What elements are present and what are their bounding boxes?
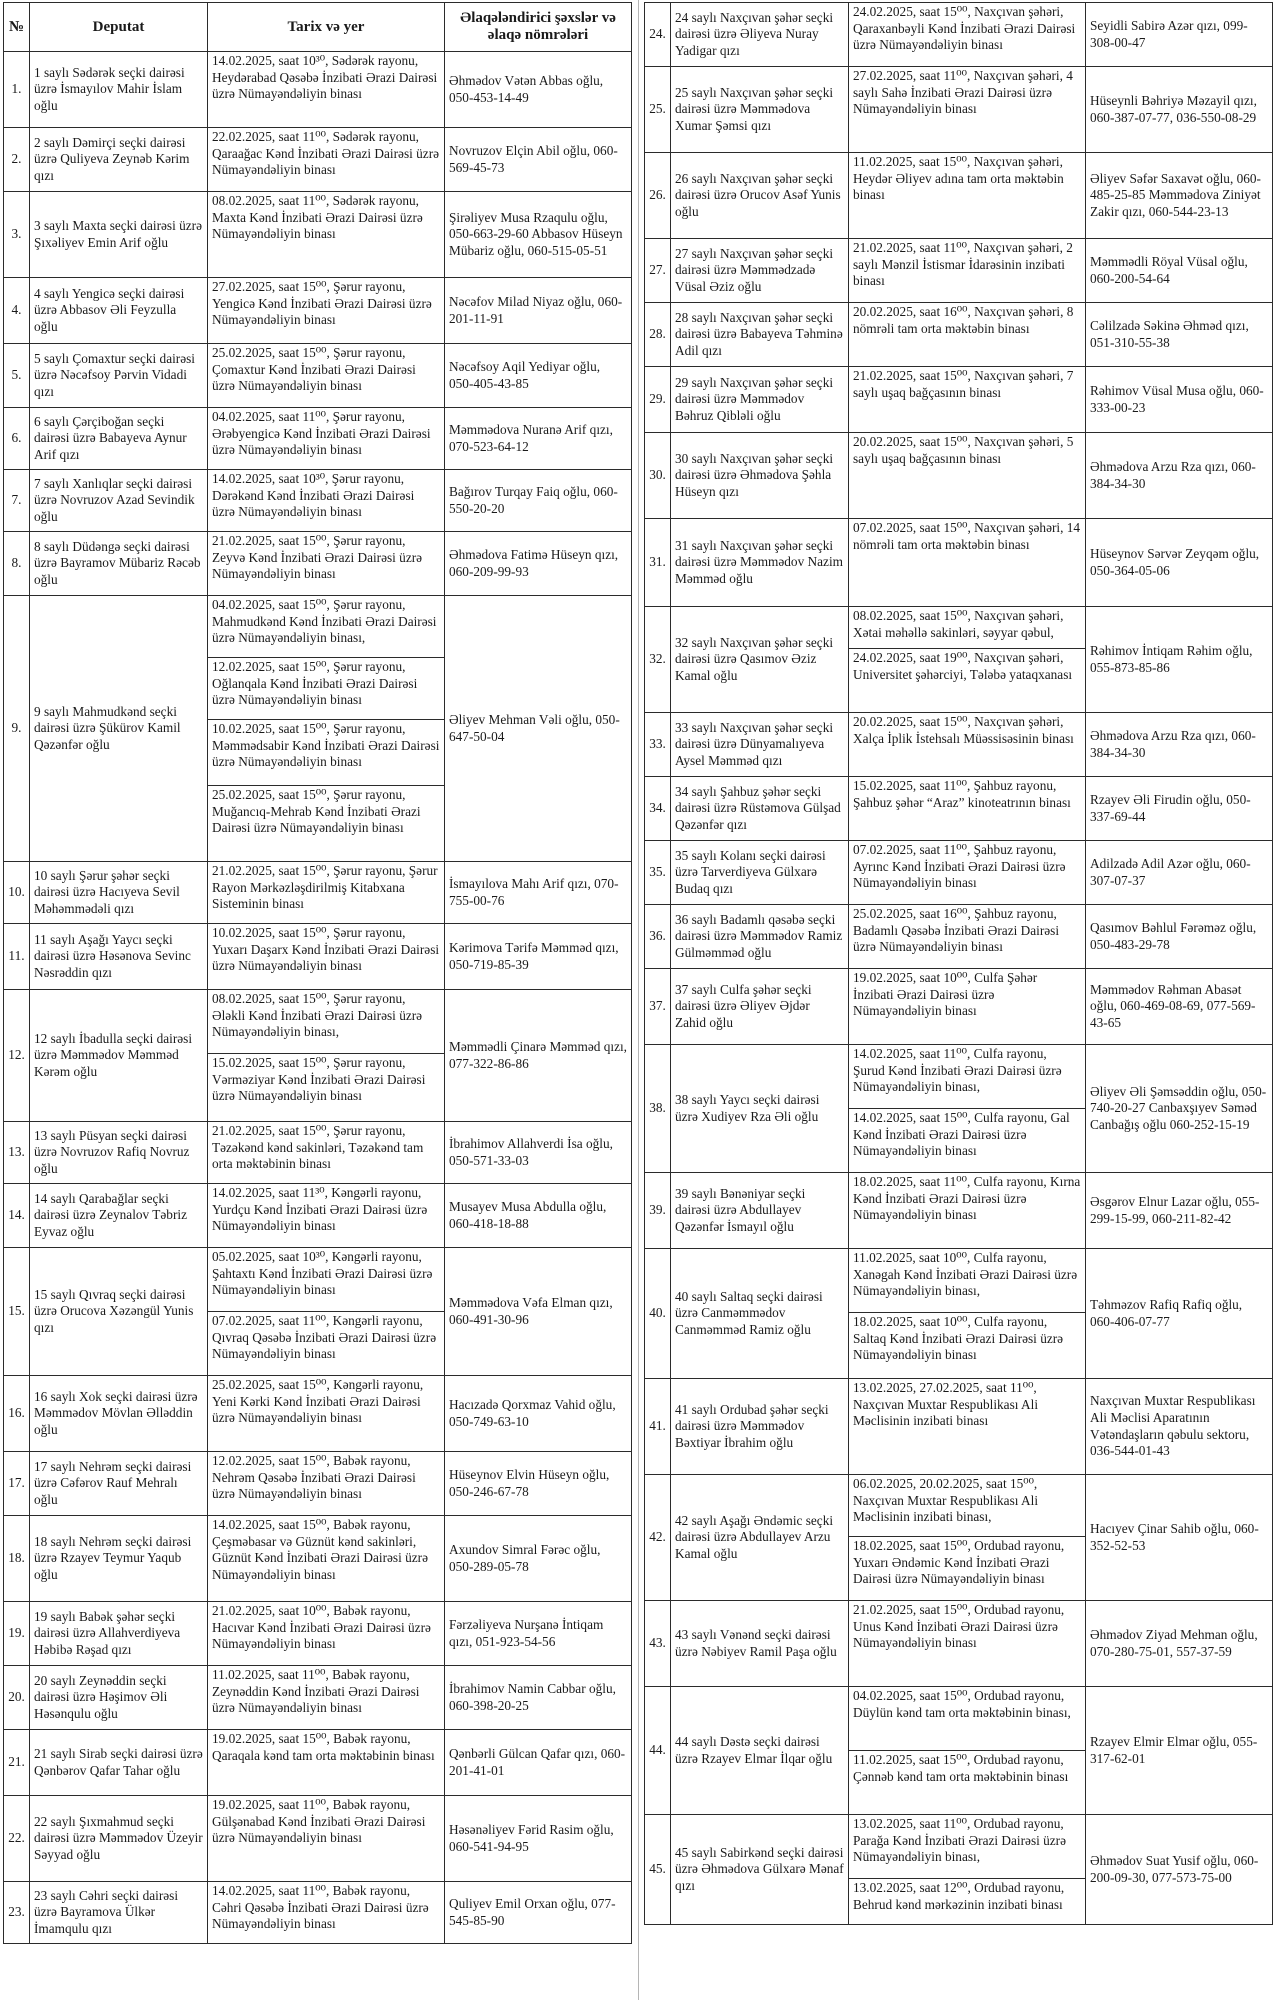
table-row — [4, 470, 632, 532]
contact-cell: Əhmədov Vətən Abbas oğlu, 050-453-14-49 — [445, 52, 632, 128]
row-number: 42. — [645, 1475, 671, 1601]
row-number: 2. — [4, 128, 30, 192]
contact-cell: Məmmədova Vəfa Elman qızı, 060-491-30-96 — [445, 1248, 632, 1376]
deputy-cell: 27 saylı Naxçıvan şəhər seçki dairəsi üzrə Məmmədzadə Vüsal Əziz oğlu — [671, 239, 849, 303]
table-row — [4, 1248, 632, 1312]
row-number: 32. — [645, 607, 671, 713]
deputy-cell: 33 saylı Naxçıvan şəhər seçki dairəsi üzrə Dünyamalıyeva Aysel Məmməd qızı — [671, 713, 849, 777]
deputy-cell: 15 saylı Qıvraq seçki dairəsi üzrə Orucova Xəzəngül Yunis qızı — [30, 1248, 208, 1376]
contact-cell: Hacıyev Çinar Sahib oğlu, 060-352-52-53 — [1086, 1475, 1273, 1601]
date-place-cell: 21.02.2025, saat 15⁰⁰, Naxçıvan şəhəri, 7 saylı uşaq bağçasının binası — [849, 367, 1086, 433]
date-place-cell: 27.02.2025, saat 11⁰⁰, Naxçıvan şəhəri, 4 saylı Sahə İnzibati Ərazi Dairəsi üzrə Nümayəndəliyin binası — [849, 67, 1086, 153]
header-num: № — [4, 3, 30, 52]
table-row — [645, 1045, 1273, 1109]
contact-cell: Adilzadə Adil Azər oğlu, 060-307-07-37 — [1086, 841, 1273, 905]
table-row — [4, 1666, 632, 1730]
date-place-cell: 13.02.2025, saat 12⁰⁰, Ordubad rayonu, Behrud kənd mərkəzinin inzibati binası — [849, 1879, 1086, 1925]
table-row — [645, 1173, 1273, 1249]
row-number: 15. — [4, 1248, 30, 1376]
contact-cell: Əhmədov Suat Yusif oğlu, 060-200-09-30, 077-573-75-00 — [1086, 1815, 1273, 1925]
date-place-cell: 14.02.2025, saat 15⁰⁰, Culfa rayonu, Gal Kənd İnzibati Ərazi Dairəsi üzrə Nümayəndəliyin binası — [849, 1109, 1086, 1173]
date-place-cell: 11.02.2025, saat 15⁰⁰, Ordubad rayonu, Çənnəb kənd tam orta məktəbinin binası — [849, 1751, 1086, 1815]
row-number: 39. — [645, 1173, 671, 1249]
deputy-cell: 4 saylı Yengicə seçki dairəsi üzrə Abbasov Əli Feyzulla oğlu — [30, 278, 208, 344]
date-place-cell: 14.02.2025, saat 11⁰⁰, Culfa rayonu, Şurud Kənd İnzibati Ərazi Dairəsi üzrə Nümayəndəliyin binası, — [849, 1045, 1086, 1109]
contact-cell: Əliyev Əli Şəmsəddin oğlu, 050-740-20-27 Canbaxşıyev Səməd Canbağış oğlu 060-252-15-19 — [1086, 1045, 1273, 1173]
table-body-left — [4, 52, 632, 1944]
row-number: 1. — [4, 52, 30, 128]
row-number: 33. — [645, 713, 671, 777]
deputy-cell: 28 saylı Naxçıvan şəhər seçki dairəsi üzrə Babayeva Təhminə Adil qızı — [671, 303, 849, 367]
row-number: 27. — [645, 239, 671, 303]
date-place-cell: 14.02.2025, saat 11³⁰, Kəngərli rayonu, Yurdçu Kənd İnzibati Ərazi Dairəsi üzrə Nümayəndəliyin binası — [208, 1184, 445, 1248]
deputy-cell: 2 saylı Dəmirçi seçki dairəsi üzrə Quliyeva Zeynəb Kərim qızı — [30, 128, 208, 192]
deputy-cell: 7 saylı Xanlıqlar seçki dairəsi üzrə Novruzov Azad Sevindik oğlu — [30, 470, 208, 532]
table-row — [4, 1602, 632, 1666]
row-number: 36. — [645, 905, 671, 969]
row-number: 28. — [645, 303, 671, 367]
date-place-cell: 21.02.2025, saat 15⁰⁰, Şərur rayonu, Zeyvə Kənd İnzibati Ərazi Dairəsi üzrə Nümayəndəliyin binası — [208, 532, 445, 596]
date-place-cell: 14.02.2025, saat 15⁰⁰, Babək rayonu, Çeşməbasar və Güznüt kənd sakinləri, Güznüt Kənd İnzibati Ərazi Dairəsi üzrə Nümayəndəliyin binası — [208, 1516, 445, 1602]
row-number: 29. — [645, 367, 671, 433]
table-row — [4, 344, 632, 408]
deputy-cell: 16 saylı Xok seçki dairəsi üzrə Məmmədov Mövlan Əlləddin oğlu — [30, 1376, 208, 1452]
table-header-row — [4, 3, 632, 52]
contact-cell: İbrahimov Namin Cabbar oğlu, 060-398-20-25 — [445, 1666, 632, 1730]
date-place-cell: 04.02.2025, saat 15⁰⁰, Ordubad rayonu, Düylün kənd tam orta məktəbinin binası, — [849, 1687, 1086, 1751]
date-place-cell: 13.02.2025, 27.02.2025, saat 11⁰⁰, Naxçıvan Muxtar Respublikası Ali Məclisinin inzibati binası — [849, 1379, 1086, 1475]
row-number: 19. — [4, 1602, 30, 1666]
date-place-cell: 25.02.2025, saat 15⁰⁰, Kəngərli rayonu, Yeni Kərki Kənd İnzibati Ərazi Dairəsi üzrə Nümayəndəliyin binası — [208, 1376, 445, 1452]
row-number: 12. — [4, 990, 30, 1122]
row-number: 23. — [4, 1882, 30, 1944]
deputy-cell: 24 saylı Naxçıvan şəhər seçki dairəsi üzrə Əliyeva Nuray Yadigar qızı — [671, 3, 849, 67]
date-place-cell: 08.02.2025, saat 11⁰⁰, Sədərək rayonu, Maxta Kənd İnzibati Ərazi Dairəsi üzrə Nümayəndəliyin binası — [208, 192, 445, 278]
contact-cell: Rzayev Elmir Elmar oğlu, 055-317-62-01 — [1086, 1687, 1273, 1815]
contact-cell: Məmmədli Röyal Vüsal oğlu, 060-200-54-64 — [1086, 239, 1273, 303]
contact-cell: Məmmədli Çinarə Məmməd qızı, 077-322-86-86 — [445, 990, 632, 1122]
deputy-cell: 8 saylı Düdəngə seçki dairəsi üzrə Bayramov Mübariz Rəcəb oğlu — [30, 532, 208, 596]
contact-cell: Musayev Musa Abdulla oğlu, 060-418-18-88 — [445, 1184, 632, 1248]
date-place-cell: 13.02.2025, saat 11⁰⁰, Ordubad rayonu, Parağa Kənd İnzibati Ərazi Dairəsi üzrə Nümayəndəliyin binası, — [849, 1815, 1086, 1879]
date-place-cell: 15.02.2025, saat 11⁰⁰, Şahbuz rayonu, Şahbuz şəhər “Araz” kinoteatrının binası — [849, 777, 1086, 841]
date-place-cell: 18.02.2025, saat 10⁰⁰, Culfa rayonu, Saltaq Kənd İnzibati Ərazi Dairəsi üzrə Nümayəndəliyin binası — [849, 1313, 1086, 1379]
row-number: 13. — [4, 1122, 30, 1184]
date-place-cell: 14.02.2025, saat 10³⁰, Sədərək rayonu, Heydərabad Qəsəbə İnzibati Ərazi Dairəsi üzrə Nümayəndəliyin binası — [208, 52, 445, 128]
date-place-cell: 21.02.2025, saat 15⁰⁰, Şərur rayonu, Təzəkənd kənd sakinləri, Təzəkənd tam orta məktəbinin binası — [208, 1122, 445, 1184]
deputy-cell: 5 saylı Çomaxtur seçki dairəsi üzrə Nəcəfsoy Pərvin Vidadi qızı — [30, 344, 208, 408]
contact-cell: Həsənəliyev Fərid Rasim oğlu, 060-541-94-95 — [445, 1796, 632, 1882]
contact-cell: Hüseynli Bəhriyə Məzayil qızı, 060-387-07-77, 036-550-08-29 — [1086, 67, 1273, 153]
date-place-cell: 11.02.2025, saat 15⁰⁰, Naxçıvan şəhəri, Heydər Əliyev adına tam orta məktəbin binası — [849, 153, 1086, 239]
date-place-cell: 25.02.2025, saat 15⁰⁰, Şərur rayonu, Muğancıq-Mehrab Kənd İnzibati Ərazi Dairəsi üzrə Nümayəndəliyin binası — [208, 786, 445, 862]
table-row — [4, 1122, 632, 1184]
table-row — [645, 519, 1273, 607]
deputy-cell: 43 saylı Vənənd seçki dairəsi üzrə Nəbiyev Ramil Paşa oğlu — [671, 1601, 849, 1687]
table-row — [4, 1882, 632, 1944]
table-body-right — [645, 3, 1273, 1925]
row-number: 11. — [4, 924, 30, 990]
contact-cell: Naxçıvan Muxtar Respublikası Ali Məclisi Aparatının Vətəndaşların qəbulu sektoru, 036-544-01-43 — [1086, 1379, 1273, 1475]
contact-cell: Seyidli Sabirə Azər qızı, 099-308-00-47 — [1086, 3, 1273, 67]
date-place-cell: 24.02.2025, saat 19⁰⁰, Naxçıvan şəhəri, Universitet şəhərciyi, Tələbə yataqxanası — [849, 649, 1086, 713]
contact-cell: Təhməzov Rafiq Rafiq oğlu, 060-406-07-77 — [1086, 1249, 1273, 1379]
date-place-cell: 04.02.2025, saat 15⁰⁰, Şərur rayonu, Mahmudkənd Kənd İnzibati Ərazi Dairəsi üzrə Nümayəndəliyin binası, — [208, 596, 445, 658]
contact-cell: Əsgərov Elnur Lazar oğlu, 055-299-15-99, 060-211-82-42 — [1086, 1173, 1273, 1249]
date-place-cell: 08.02.2025, saat 15⁰⁰, Şərur rayonu, Ələkli Kənd İnzibati Ərazi Dairəsi üzrə Nümayəndəliyin binası, — [208, 990, 445, 1054]
deputy-cell: 32 saylı Naxçıvan şəhər seçki dairəsi üzrə Qasımov Əziz Kamal oğlu — [671, 607, 849, 713]
row-number: 26. — [645, 153, 671, 239]
contact-cell: Axundov Simral Fərəc oğlu, 050-289-05-78 — [445, 1516, 632, 1602]
contact-cell: Quliyev Emil Orxan oğlu, 077-545-85-90 — [445, 1882, 632, 1944]
row-number: 6. — [4, 408, 30, 470]
table-row — [4, 192, 632, 278]
deputy-cell: 31 saylı Naxçıvan şəhər seçki dairəsi üzrə Məmmədov Nazim Məmməd oğlu — [671, 519, 849, 607]
date-place-cell: 07.02.2025, saat 11⁰⁰, Kəngərli rayonu, Qıvraq Qəsəbə İnzibati Ərazi Dairəsi üzrə Nümayəndəliyin binası — [208, 1312, 445, 1376]
table-row — [645, 1815, 1273, 1879]
table-row — [645, 239, 1273, 303]
contact-cell: Qasımov Bəhlul Fərəməz oğlu, 050-483-29-78 — [1086, 905, 1273, 969]
table-row — [645, 1475, 1273, 1537]
date-place-cell: 22.02.2025, saat 11⁰⁰, Sədərək rayonu, Qaraağac Kənd İnzibati Ərazi Dairəsi üzrə Nümayəndəliyin binası — [208, 128, 445, 192]
row-number: 8. — [4, 532, 30, 596]
table-row — [645, 607, 1273, 649]
contact-cell: Məmmədova Nuranə Arif qızı, 070-523-64-12 — [445, 408, 632, 470]
row-number: 30. — [645, 433, 671, 519]
date-place-cell: 07.02.2025, saat 11⁰⁰, Şahbuz rayonu, Ayrınc Kənd İnzibati Ərazi Dairəsi üzrə Nümayəndəliyin binası — [849, 841, 1086, 905]
date-place-cell: 27.02.2025, saat 15⁰⁰, Şərur rayonu, Yengicə Kənd İnzibati Ərazi Dairəsi üzrə Nümayəndəliyin binası — [208, 278, 445, 344]
row-number: 4. — [4, 278, 30, 344]
contact-cell: Fərzəliyeva Nurşanə İntiqam qızı, 051-923-54-56 — [445, 1602, 632, 1666]
deputy-cell: 14 saylı Qarabağlar seçki dairəsi üzrə Zeynalov Təbriz Eyvaz oğlu — [30, 1184, 208, 1248]
date-place-cell: 21.02.2025, saat 10⁰⁰, Babək rayonu, Hacıvar Kənd İnzibati Ərazi Dairəsi üzrə Nümayəndəliyin binası — [208, 1602, 445, 1666]
row-number: 14. — [4, 1184, 30, 1248]
header-tarix: Tarix və yer — [208, 3, 445, 52]
table-row — [645, 1379, 1273, 1475]
date-place-cell: 04.02.2025, saat 11⁰⁰, Şərur rayonu, Ərəbyengicə Kənd İnzibati Ərazi Dairəsi üzrə Nümayəndəliyin binası — [208, 408, 445, 470]
date-place-cell: 25.02.2025, saat 15⁰⁰, Şərur rayonu, Çomaxtur Kənd İnzibati Ərazi Dairəsi üzrə Nümayəndəliyin binası — [208, 344, 445, 408]
table-row — [4, 128, 632, 192]
row-number: 40. — [645, 1249, 671, 1379]
contact-cell: Əhmədov Ziyad Mehman oğlu, 070-280-75-01, 557-37-59 — [1086, 1601, 1273, 1687]
date-place-cell: 19.02.2025, saat 11⁰⁰, Babək rayonu, Gülşənabad Kənd İnzibati Ərazi Dairəsi üzrə Nümayəndəliyin binası — [208, 1796, 445, 1882]
date-place-cell: 18.02.2025, saat 15⁰⁰, Ordubad rayonu, Yuxarı Əndəmic Kənd İnzibati Ərazi Dairəsi üzrə Nümayəndəliyin binası — [849, 1537, 1086, 1601]
table-row — [645, 713, 1273, 777]
table-row — [4, 1376, 632, 1452]
row-number: 5. — [4, 344, 30, 408]
date-place-cell: 14.02.2025, saat 10³⁰, Şərur rayonu, Dərəkənd Kənd İnzibati Ərazi Dairəsi üzrə Nümayəndəliyin binası — [208, 470, 445, 532]
date-place-cell: 07.02.2025, saat 15⁰⁰, Naxçıvan şəhəri, 14 nömrəli tam orta məktəbin binası — [849, 519, 1086, 607]
table-row — [4, 52, 632, 128]
table-row — [645, 841, 1273, 905]
deputy-cell: 6 saylı Çərçiboğan seçki dairəsi üzrə Babayeva Aynur Arif qızı — [30, 408, 208, 470]
date-place-cell: 12.02.2025, saat 15⁰⁰, Şərur rayonu, Oğlanqala Kənd İnzibati Ərazi Dairəsi üzrə Nümayəndəliyin binası — [208, 658, 445, 720]
contact-cell: İsmayılova Mahı Arif qızı, 070-755-00-76 — [445, 862, 632, 924]
contact-cell: Rəhimov Vüsal Musa oğlu, 060-333-00-23 — [1086, 367, 1273, 433]
date-place-cell: 20.02.2025, saat 15⁰⁰, Naxçıvan şəhəri, 5 saylı uşaq bağçasının binası — [849, 433, 1086, 519]
contact-cell: Nəcəfov Milad Niyaz oğlu, 060-201-11-91 — [445, 278, 632, 344]
deputy-cell: 37 saylı Culfa şəhər seçki dairəsi üzrə Əliyev Əjdər Zahid oğlu — [671, 969, 849, 1045]
table-row — [4, 532, 632, 596]
date-place-cell: 14.02.2025, saat 11⁰⁰, Babək rayonu, Cəhri Qəsəbə İnzibati Ərazi Dairəsi üzrə Nümayəndəliyin binası — [208, 1882, 445, 1944]
row-number: 41. — [645, 1379, 671, 1475]
date-place-cell: 11.02.2025, saat 11⁰⁰, Babək rayonu, Zeynəddin Kənd İnzibati Ərazi Dairəsi üzrə Nümayəndəliyin binası — [208, 1666, 445, 1730]
row-number: 16. — [4, 1376, 30, 1452]
deputy-cell: 34 saylı Şahbuz şəhər seçki dairəsi üzrə Rüstəmova Gülşad Qəzənfər qızı — [671, 777, 849, 841]
table-row — [4, 924, 632, 990]
table-row — [4, 1796, 632, 1882]
date-place-cell: 19.02.2025, saat 10⁰⁰, Culfa Şəhər İnzibati Ərazi Dairəsi üzrə Nümayəndəliyin binası — [849, 969, 1086, 1045]
contact-cell: Hacızadə Qorxmaz Vahid oğlu, 050-749-63-10 — [445, 1376, 632, 1452]
row-number: 24. — [645, 3, 671, 67]
deputy-cell: 26 saylı Naxçıvan şəhər seçki dairəsi üzrə Orucov Asəf Yunis oğlu — [671, 153, 849, 239]
row-number: 38. — [645, 1045, 671, 1173]
deputy-cell: 38 saylı Yaycı seçki dairəsi üzrə Xudiyev Rza Əli oğlu — [671, 1045, 849, 1173]
deputy-cell: 39 saylı Bənəniyar seçki dairəsi üzrə Abdullayev Qəzənfər İsmayıl oğlu — [671, 1173, 849, 1249]
contact-cell: Qənbərli Gülcan Qafar qızı, 060-201-41-01 — [445, 1730, 632, 1796]
row-number: 20. — [4, 1666, 30, 1730]
deputy-cell: 1 saylı Sədərək seçki dairəsi üzrə İsmayılov Mahir İslam oğlu — [30, 52, 208, 128]
contact-cell: Rzayev Əli Firudin oğlu, 050-337-69-44 — [1086, 777, 1273, 841]
contact-cell: Rəhimov İntiqam Rəhim oğlu, 055-873-85-86 — [1086, 607, 1273, 713]
row-number: 22. — [4, 1796, 30, 1882]
row-number: 17. — [4, 1452, 30, 1516]
table-row — [645, 67, 1273, 153]
row-number: 3. — [4, 192, 30, 278]
contact-cell: Əhmədova Arzu Rza qızı, 060-384-34-30 — [1086, 713, 1273, 777]
deputy-cell: 11 saylı Aşağı Yaycı seçki dairəsi üzrə Həsənova Sevinc Nəsrəddin qızı — [30, 924, 208, 990]
row-number: 35. — [645, 841, 671, 905]
date-place-cell: 15.02.2025, saat 15⁰⁰, Şərur rayonu, Vərməziyar Kənd İnzibati Ərazi Dairəsi üzrə Nümayəndəliyin binası — [208, 1054, 445, 1122]
row-number: 37. — [645, 969, 671, 1045]
table-row — [4, 408, 632, 470]
table-row — [4, 596, 632, 658]
contact-cell: İbrahimov Allahverdi İsa oğlu, 050-571-33-03 — [445, 1122, 632, 1184]
table-row — [645, 433, 1273, 519]
deputy-cell: 10 saylı Şərur şəhər seçki dairəsi üzrə Hacıyeva Sevil Məhəmmədəli qızı — [30, 862, 208, 924]
contact-cell: Bağırov Turqay Faiq oğlu, 060-550-20-20 — [445, 470, 632, 532]
table-row — [4, 1730, 632, 1796]
row-number: 18. — [4, 1516, 30, 1602]
deputy-cell: 35 saylı Kolanı seçki dairəsi üzrə Tarverdiyeva Gülxarə Budaq qızı — [671, 841, 849, 905]
date-place-cell: 08.02.2025, saat 15⁰⁰, Naxçıvan şəhəri, Xətai məhəllə sakinləri, səyyar qəbul, — [849, 607, 1086, 649]
table-row — [645, 153, 1273, 239]
table-row — [645, 1687, 1273, 1751]
deputy-cell: 23 saylı Cəhri seçki dairəsi üzrə Bayramova Ülkər İmamqulu qızı — [30, 1882, 208, 1944]
date-place-cell: 05.02.2025, saat 10³⁰, Kəngərli rayonu, Şahtaxtı Kənd İnzibati Ərazi Dairəsi üzrə Nümayəndəliyin binası — [208, 1248, 445, 1312]
contact-cell: Əliyev Səfər Saxavət oğlu, 060-485-25-85 Məmmədova Ziniyət Zakir qızı, 060-544-23-13 — [1086, 153, 1273, 239]
row-number: 10. — [4, 862, 30, 924]
contact-cell: Əhmədova Arzu Rza qızı, 060-384-34-30 — [1086, 433, 1273, 519]
date-place-cell: 20.02.2025, saat 15⁰⁰, Naxçıvan şəhəri, Xalça İplik İstehsalı Müəssisəsinin binası — [849, 713, 1086, 777]
deputy-cell: 42 saylı Aşağı Əndəmic seçki dairəsi üzrə Abdullayev Arzu Kamal oğlu — [671, 1475, 849, 1601]
table-row — [645, 777, 1273, 841]
date-place-cell: 21.02.2025, saat 15⁰⁰, Şərur rayonu, Şərur Rayon Mərkəzləşdirilmiş Kitabxana Sisteminin binası — [208, 862, 445, 924]
row-number: 45. — [645, 1815, 671, 1925]
row-number: 25. — [645, 67, 671, 153]
contact-cell: Hüseynov Sərvər Zeyqəm oğlu, 050-364-05-06 — [1086, 519, 1273, 607]
date-place-cell: 24.02.2025, saat 15⁰⁰, Naxçıvan şəhəri, Qaraxanbəyli Kənd İnzibati Ərazi Dairəsi üzrə Nümayəndəliyin binası — [849, 3, 1086, 67]
row-number: 9. — [4, 596, 30, 862]
deputy-cell: 22 saylı Şıxmahmud seçki dairəsi üzrə Məmmədov Üzeyir Səyyad oğlu — [30, 1796, 208, 1882]
date-place-cell: 19.02.2025, saat 15⁰⁰, Babək rayonu, Qaraqala kənd tam orta məktəbinin binası — [208, 1730, 445, 1796]
table-row — [645, 1249, 1273, 1313]
table-row — [645, 367, 1273, 433]
table-row — [645, 303, 1273, 367]
table-row — [4, 1452, 632, 1516]
deputy-cell: 30 saylı Naxçıvan şəhər seçki dairəsi üzrə Əhmədova Şəhla Hüseyn qızı — [671, 433, 849, 519]
table-row — [4, 278, 632, 344]
date-place-cell: 18.02.2025, saat 11⁰⁰, Culfa rayonu, Kırna Kənd İnzibati Ərazi Dairəsi üzrə Nümayəndəliyin binası — [849, 1173, 1086, 1249]
date-place-cell: 06.02.2025, 20.02.2025, saat 15⁰⁰, Naxçıvan Muxtar Respublikası Ali Məclisinin inzibati binası, — [849, 1475, 1086, 1537]
table-row — [4, 1516, 632, 1602]
column-divider — [638, 0, 639, 2000]
schedule-table-right — [644, 2, 1273, 1925]
deputy-cell: 12 saylı İbadulla seçki dairəsi üzrə Məmmədov Məmməd Kərəm oğlu — [30, 990, 208, 1122]
deputy-cell: 17 saylı Nehrəm seçki dairəsi üzrə Cəfərov Rauf Mehralı oğlu — [30, 1452, 208, 1516]
date-place-cell: 12.02.2025, saat 15⁰⁰, Babək rayonu, Nehrəm Qəsəbə İnzibati Ərazi Dairəsi üzrə Nümayəndəliyin binası — [208, 1452, 445, 1516]
date-place-cell: 10.02.2025, saat 15⁰⁰, Şərur rayonu, Məmmədsabir Kənd İnzibati Ərazi Dairəsi üzrə Nümayəndəliyin binası — [208, 720, 445, 786]
contact-cell: Nəcəfsoy Aqil Yediyar oğlu, 050-405-43-85 — [445, 344, 632, 408]
contact-cell: Əliyev Mehman Vəli oğlu, 050-647-50-04 — [445, 596, 632, 862]
header-deputat: Deputat — [30, 3, 208, 52]
deputy-cell: 25 saylı Naxçıvan şəhər seçki dairəsi üzrə Məmmədova Xumar Şəmsi qızı — [671, 67, 849, 153]
row-number: 34. — [645, 777, 671, 841]
deputy-cell: 19 saylı Babək şəhər seçki dairəsi üzrə Allahverdiyeva Həbibə Rəşad qızı — [30, 1602, 208, 1666]
row-number: 31. — [645, 519, 671, 607]
row-number: 7. — [4, 470, 30, 532]
table-row — [645, 969, 1273, 1045]
schedule-table-left — [3, 2, 632, 1944]
deputy-cell: 13 saylı Püsyan seçki dairəsi üzrə Novruzov Rafiq Novruz oğlu — [30, 1122, 208, 1184]
deputy-cell: 44 saylı Dəstə seçki dairəsi üzrə Rzayev Elmar İlqar oğlu — [671, 1687, 849, 1815]
deputy-cell: 41 saylı Ordubad şəhər seçki dairəsi üzrə Məmmədov Bəxtiyar İbrahim oğlu — [671, 1379, 849, 1475]
deputy-cell: 3 saylı Maxta seçki dairəsi üzrə Şıxəliyev Emin Arif oğlu — [30, 192, 208, 278]
deputy-cell: 40 saylı Saltaq seçki dairəsi üzrə Canməmmədov Canməmməd Ramiz oğlu — [671, 1249, 849, 1379]
contact-cell: Kərimova Tərifə Məmməd qızı, 050-719-85-39 — [445, 924, 632, 990]
table-row — [4, 862, 632, 924]
contact-cell: Hüseynov Elvin Hüseyn oğlu, 050-246-67-78 — [445, 1452, 632, 1516]
contact-cell: Əhmədova Fatimə Hüseyn qızı, 060-209-99-93 — [445, 532, 632, 596]
contact-cell: Şirəliyev Musa Rzaqulu oğlu, 050-663-29-60 Abbasov Hüseyn Mübariz oğlu, 060-515-05-51 — [445, 192, 632, 278]
table-row — [645, 905, 1273, 969]
date-place-cell: 11.02.2025, saat 10⁰⁰, Culfa rayonu, Xanəgah Kənd İnzibati Ərazi Dairəsi üzrə Nümayəndəliyin binası, — [849, 1249, 1086, 1313]
date-place-cell: 21.02.2025, saat 11⁰⁰, Naxçıvan şəhəri, 2 saylı Mənzil İstismar İdarəsinin inzibati binası — [849, 239, 1086, 303]
date-place-cell: 25.02.2025, saat 16⁰⁰, Şahbuz rayonu, Badamlı Qəsəbə İnzibati Ərazi Dairəsi üzrə Nümayəndəliyin binası — [849, 905, 1086, 969]
deputy-cell: 21 saylı Sirab seçki dairəsi üzrə Qənbərov Qafar Tahar oğlu — [30, 1730, 208, 1796]
row-number: 43. — [645, 1601, 671, 1687]
date-place-cell: 21.02.2025, saat 15⁰⁰, Ordubad rayonu, Unus Kənd İnzibati Ərazi Dairəsi üzrə Nümayəndəliyin binası — [849, 1601, 1086, 1687]
table-row — [4, 990, 632, 1054]
deputy-cell: 20 saylı Zeynəddin seçki dairəsi üzrə Həşimov Əli Həsənqulu oğlu — [30, 1666, 208, 1730]
deputy-cell: 9 saylı Mahmudkənd seçki dairəsi üzrə Şükürov Kamil Qəzənfər oğlu — [30, 596, 208, 862]
table-row — [645, 3, 1273, 67]
row-number: 21. — [4, 1730, 30, 1796]
date-place-cell: 20.02.2025, saat 16⁰⁰, Naxçıvan şəhəri, 8 nömrəli tam orta məktəbin binası — [849, 303, 1086, 367]
table-row — [645, 1601, 1273, 1687]
header-elaqe: Əlaqələndirici şəxslər və əlaqə nömrələri — [445, 3, 632, 52]
deputy-cell: 29 saylı Naxçıvan şəhər seçki dairəsi üzrə Məmmədov Bəhruz Qibləli oğlu — [671, 367, 849, 433]
date-place-cell: 10.02.2025, saat 15⁰⁰, Şərur rayonu, Yuxarı Daşarx Kənd İnzibati Ərazi Dairəsi üzrə Nümayəndəliyin binası — [208, 924, 445, 990]
contact-cell: Novruzov Elçin Abil oğlu, 060-569-45-73 — [445, 128, 632, 192]
deputy-cell: 18 saylı Nehrəm seçki dairəsi üzrə Rzayev Teymur Yaqub oğlu — [30, 1516, 208, 1602]
contact-cell: Cəlilzadə Səkinə Əhməd qızı, 051-310-55-38 — [1086, 303, 1273, 367]
row-number: 44. — [645, 1687, 671, 1815]
contact-cell: Məmmədov Rəhman Abasət oğlu, 060-469-08-69, 077-569-43-65 — [1086, 969, 1273, 1045]
deputy-cell: 45 saylı Sabirkənd seçki dairəsi üzrə Əhmədova Gülxarə Mənaf qızı — [671, 1815, 849, 1925]
deputy-cell: 36 saylı Badamlı qəsəbə seçki dairəsi üzrə Məmmədov Ramiz Gülməmməd oğlu — [671, 905, 849, 969]
table-row — [4, 1184, 632, 1248]
